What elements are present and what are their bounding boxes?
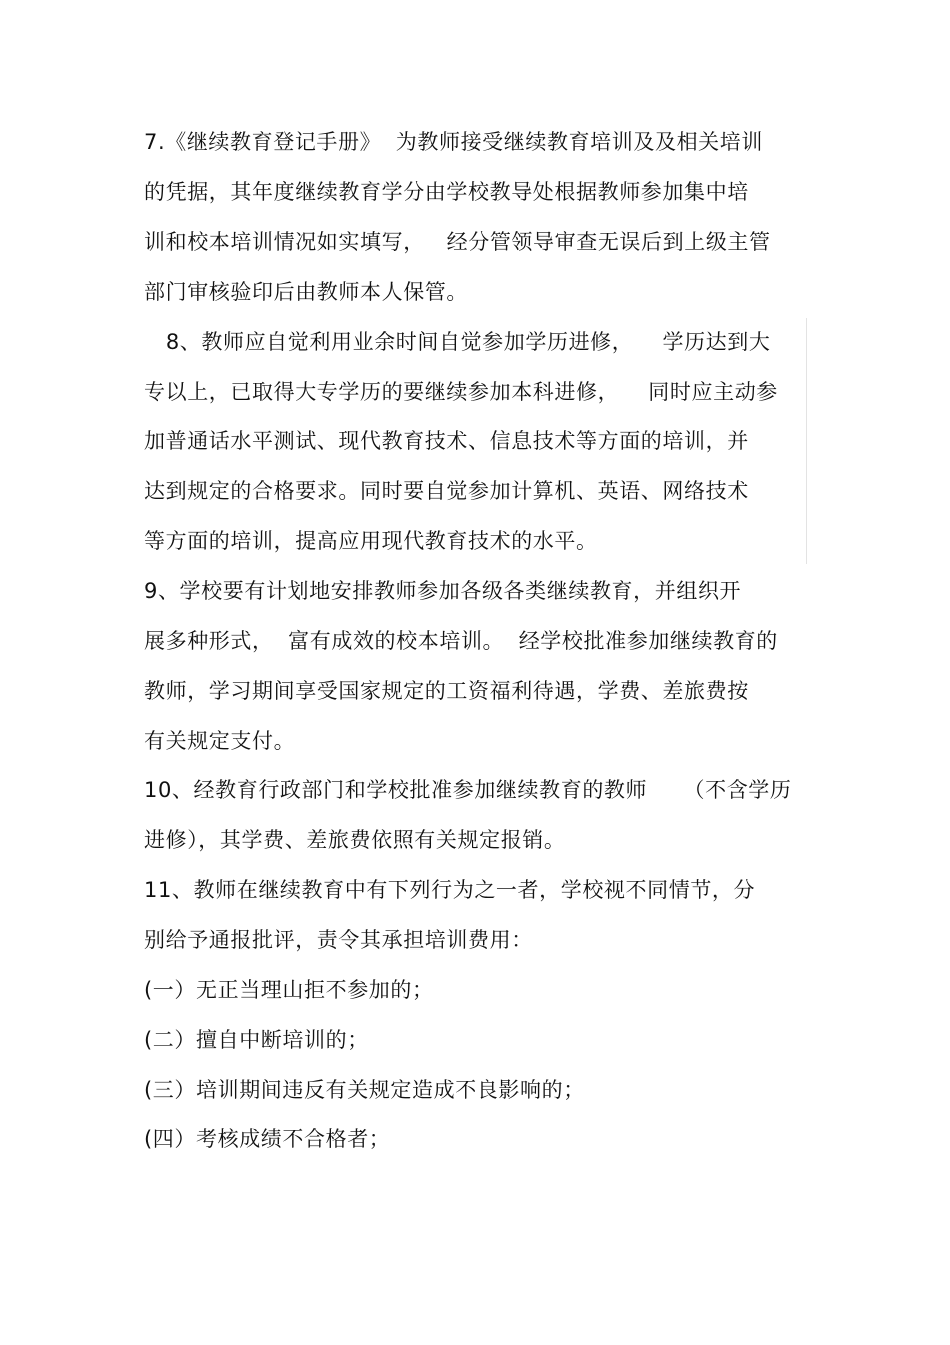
paragraph-10-line-2: 进修），其学费、差旅费依照有关规定报销。 xyxy=(144,828,566,852)
list-item-2: (二）擅自中断培训的； xyxy=(144,1028,369,1052)
paragraph-11-line-1: 11、教师在继续教育中有下列行为之一者，学校视不同情节，分 xyxy=(144,878,756,902)
paragraph-9-line-4: 有关规定支付。 xyxy=(144,729,296,753)
margin-rule xyxy=(806,318,807,564)
paragraph-7-line-3: 训和校本培训情况如实填写， 经分管领导审查无误后到上级主管 xyxy=(144,230,771,254)
paragraph-8-line-3: 加普通话水平测试、现代教育技术、信息技术等方面的培训，并 xyxy=(144,429,749,453)
paragraph-8-line-5: 等方面的培训，提高应用现代教育技术的水平。 xyxy=(144,529,598,553)
paragraph-8-line-2: 专以上，已取得大专学历的要继续参加本科进修， 同时应主动参 xyxy=(144,380,778,404)
list-item-1: (一）无正当理山拒不参加的； xyxy=(144,978,434,1002)
paragraph-10-line-1: 10、经教育行政部门和学校批准参加继续教育的教师 （不含学历 xyxy=(144,778,792,802)
paragraph-8-line-4: 达到规定的合格要求。同时要自觉参加计算机、英语、网络技术 xyxy=(144,479,749,503)
paragraph-9-line-2: 展多种形式， 富有成效的校本培训。 经学校批准参加继续教育的 xyxy=(144,629,778,653)
paragraph-7-line-4: 部门审核验印后由教师本人保管。 xyxy=(144,280,468,304)
list-item-3: (三）培训期间违反有关规定造成不良影响的； xyxy=(144,1078,585,1102)
paragraph-11-line-2: 别给予通报批评，责令其承担培训费用： xyxy=(144,928,533,952)
list-item-4: (四）考核成绩不合格者； xyxy=(144,1127,391,1151)
paragraph-9-line-1: 9、学校要有计划地安排教师参加各级各类继续教育，并组织开 xyxy=(144,579,742,603)
paragraph-8-line-1: 8、教师应自觉利用业余时间自觉参加学历进修， 学历达到大 xyxy=(144,330,771,354)
paragraph-9-line-3: 教师，学习期间享受国家规定的工资福利待遇，学费、差旅费按 xyxy=(144,679,749,703)
paragraph-7-line-1: 7.《继续教育登记手册》 为教师接受继续教育培训及及相关培训 xyxy=(144,130,763,154)
paragraph-7-line-2: 的凭据，其年度继续教育学分由学校教导处根据教师参加集中培 xyxy=(144,180,749,204)
